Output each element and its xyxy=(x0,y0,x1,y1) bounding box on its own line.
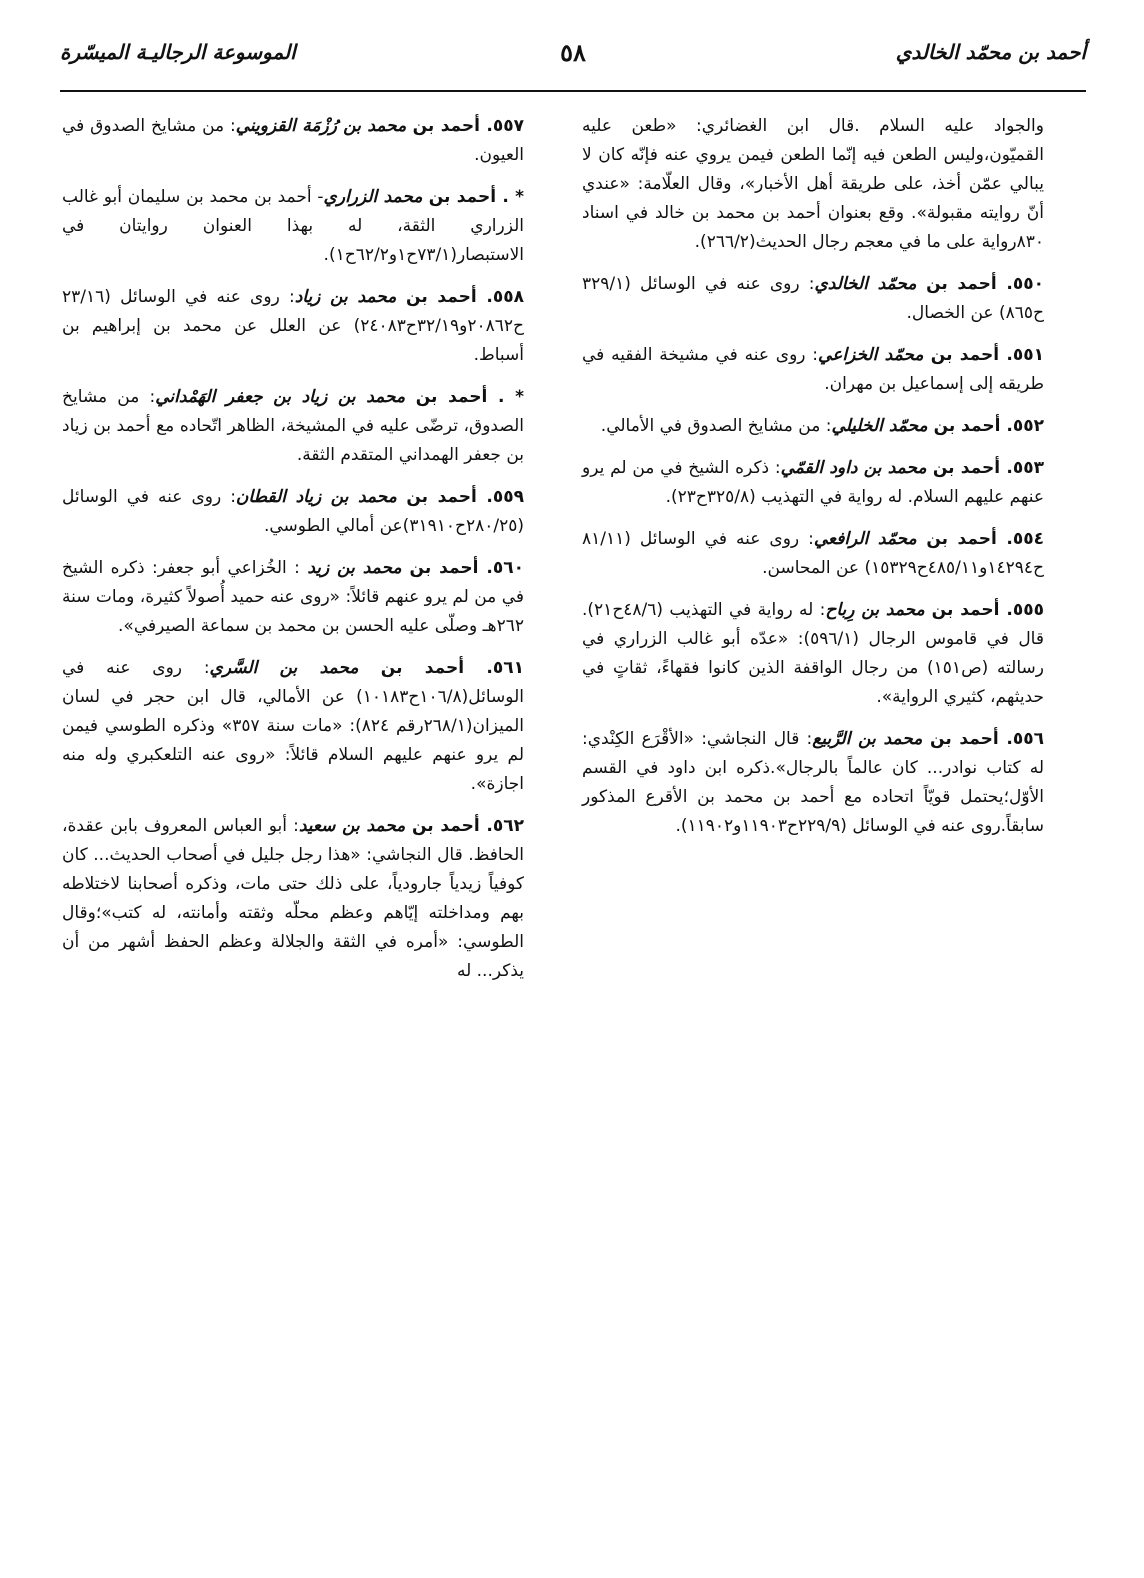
header-rule xyxy=(60,90,1086,92)
entry-name: محمد بن زيد xyxy=(307,558,402,578)
entry-552 xyxy=(582,412,1044,441)
entry-name: محمد بن سعيد xyxy=(298,816,406,836)
entry-553 xyxy=(582,454,1044,512)
entry-text: : روى عنه في الوسائل(١٠٦/٨ح١٠١٨٣) عن الأمالي، قال ابن حجر في لسان الميزان(٢٦٨/١رقم ٨٢٤): «مات سنة ٣٥٧» وذكره الطوسي فيمن لم يرو عنهم عليهم السلام قائلاً: «روى عنه التلعكبري وله منه اجازة». xyxy=(62,658,524,794)
entry-prefix: ٥٥٨. أحمد بن xyxy=(396,287,524,307)
entry-name: محمد بن زياد القطان xyxy=(235,487,397,507)
entry-hamdani xyxy=(62,383,524,470)
entry-559 xyxy=(62,483,524,541)
entry-557 xyxy=(62,112,524,170)
entry-551 xyxy=(582,341,1044,399)
entry-prefix: ٥٥٢. أحمد بن xyxy=(927,416,1044,436)
entry-name: محمد بن زياد بن جعفر الهَمْداني xyxy=(155,387,406,407)
entry-text: - أحمد بن محمد بن سليمان أبو غالب الزراري الثقة، له بهذا العنوان روايتان في الاستبصار(٧٣/١ح١و٦٢/٢ح١). xyxy=(62,187,524,265)
page-number: ٥٨ xyxy=(560,38,586,67)
entry-name: محمد بن زياد xyxy=(294,287,397,307)
entry-prefix: * . أحمد بن xyxy=(405,387,525,407)
entry-zurari xyxy=(62,183,524,270)
entry-561 xyxy=(62,654,524,799)
entry-text: : روى عنه في الوسائل (٣٢٩/١ ح٨٦٥) عن الخصال. xyxy=(582,274,1044,323)
entry-name: محمد بن رِباح xyxy=(825,600,925,620)
running-title-right: أحمد بن محمّد الخالدي xyxy=(895,40,1086,64)
right-column xyxy=(582,112,1044,854)
entry-text: : روى عنه في الوسائل (٢٨٠/٢٥ح٣١٩١٠)عن أمالي الطوسي. xyxy=(62,487,524,536)
entry-556 xyxy=(582,725,1044,841)
entry-name: محمّد الخزاعي xyxy=(818,345,924,365)
entry-550 xyxy=(582,270,1044,328)
entry-prefix: ٥٥٥. أحمد بن xyxy=(924,600,1044,620)
entry-prefix: ٥٥٦. أحمد بن xyxy=(922,729,1044,749)
entry-prefix: ٥٥١. أحمد بن xyxy=(923,345,1044,365)
entry-text: : أبو العباس المعروف بابن عقدة، الحافظ. قال النجاشي: «هذا رجل جليل في أصحاب الحديث... كان كوفياً زيدياً جارودياً، على ذلك حتى مات، وذكره أصحابنا لاختلاطه بهم ومداخلته إيّاهم وعظم محلّه وثقته وأمانته، له كتب»؛وقال الطوسي: «أمره في الثقة والجلالة وعظم الحفظ أشهر من أن يذكر... له xyxy=(62,816,524,981)
entry-name: محمّد الرافعي xyxy=(813,529,917,549)
entry-text: : روى عنه في الوسائل (٢٣/١٦ ح٢٠٨٦٢و٣٢/١٩ح٢٤٠٨٣) عن العلل عن محمد بن إبراهيم بن أسباط. xyxy=(62,287,524,365)
entry-554 xyxy=(582,525,1044,583)
entry-name: محمد بن السَّري xyxy=(209,658,359,678)
running-title-left: الموسوعة الرجاليـة الميسّرة xyxy=(60,40,296,64)
entry-text: : من مشايخ الصدوق في العيون. xyxy=(62,116,524,165)
entry-name: محمد بن الرَّبيع xyxy=(812,729,923,749)
entry-name: محمّد الخليلي xyxy=(831,416,928,436)
entry-text: : روى عنه في مشيخة الفقيه في طريقه إلى إسماعيل بن مهران. xyxy=(582,345,1044,394)
entry-text: : قال النجاشي: «الأقْرَع الكِنْدي: له كتاب نوادر... كان عالماً بالرجال».ذكره ابن داود في القسم الأوّل؛يحتمل قويّاً اتحاده مع أحمد بن محمد بن الأقرع المذكور سابقاً.روى عنه في الوسائل (٢٢٩/٩ح١١٩٠٣و١١٩٠٢). xyxy=(582,729,1044,836)
entry-560 xyxy=(62,554,524,641)
entry-prefix: ٥٥٤. أحمد بن xyxy=(916,529,1044,549)
entry-prefix: ٥٦١. أحمد بن xyxy=(358,658,524,678)
entry-prefix: ٥٦٠. أحمد بن xyxy=(401,558,524,578)
entry-name: محمد الزراري xyxy=(323,187,423,207)
entry-name: محمد بن رُزْمَة القزويني xyxy=(235,116,407,136)
entry-text: : من مشايخ الصدوق، ترضّى عليه في المشيخة، الظاهر اتّحاده مع أحمد بن زياد بن جعفر الهمداني المتقدم الثقة. xyxy=(62,387,524,465)
left-column xyxy=(62,112,524,999)
entry-prefix: * . أحمد بن xyxy=(422,187,524,207)
entry-prefix: ٥٥٧. أحمد بن xyxy=(406,116,524,136)
page-header xyxy=(60,30,1086,90)
entry-text: : له رواية في التهذيب (٤٨/٦ح٢١). قال في قاموس الرجال (٥٩٦/١): «عدّه أبو غالب الزراري في رسالته (ص١٥١) من رجال الواقفة الذين كانوا فقهاءً، ثقاتٍ في حديثهم، كثيري الرواية». xyxy=(582,600,1045,707)
continuation-paragraph: والجواد عليه السلام .قال ابن الغضائري: «طعن عليه القميّون،وليس الطعن فيه إنّما الطعن فيمن يروي عنه فإنّه كان لا يبالي عمّن أخذ، على طريقة أهل الأخبار»، وقال العلّامة: «عندي أنّ روايته مقبولة». وقع بعنوان أحمد بن محمد بن خالد في اسناد ٨٣٠رواية على ما في معجم رجال الحديث(٢٦٦/٢). xyxy=(582,116,1044,252)
entry-555 xyxy=(582,596,1044,712)
entry-text: : روى عنه في الوسائل (٨١/١١ ح١٤٢٩٤و٤٨٥/١١ح١٥٣٢٩) عن المحاسن. xyxy=(582,529,1044,578)
entry-prefix: ٥٦٢. أحمد بن xyxy=(405,816,524,836)
entry-text: : من مشايخ الصدوق في الأمالي. xyxy=(600,416,832,436)
entry-558 xyxy=(62,283,524,370)
entry-name: محمّد الخالدي xyxy=(814,274,917,294)
entry-prefix: ٥٥٣. أحمد بن xyxy=(926,458,1044,478)
entry-name: محمد بن داود القمّي xyxy=(780,458,927,478)
entry-562 xyxy=(62,812,524,986)
entry-prefix: ٥٥٠. أحمد بن xyxy=(916,274,1044,294)
entry-text: : الخُزاعي أبو جعفر: ذكره الشيخ في من لم يرو عنهم قائلاً: «روى عنه حميد أُصولاً كثيرة، ومات سنة ٢٦٢هـ وصلّى عليه الحسن بن محمد بن سماعة الصيرفي». xyxy=(62,558,524,636)
entry-text: : ذكره الشيخ في من لم يرو عنهم عليهم السلام. له رواية في التهذيب (٣٢٥/٨ح٢٣). xyxy=(582,458,1044,507)
entry-prefix: ٥٥٩. أحمد بن xyxy=(396,487,524,507)
